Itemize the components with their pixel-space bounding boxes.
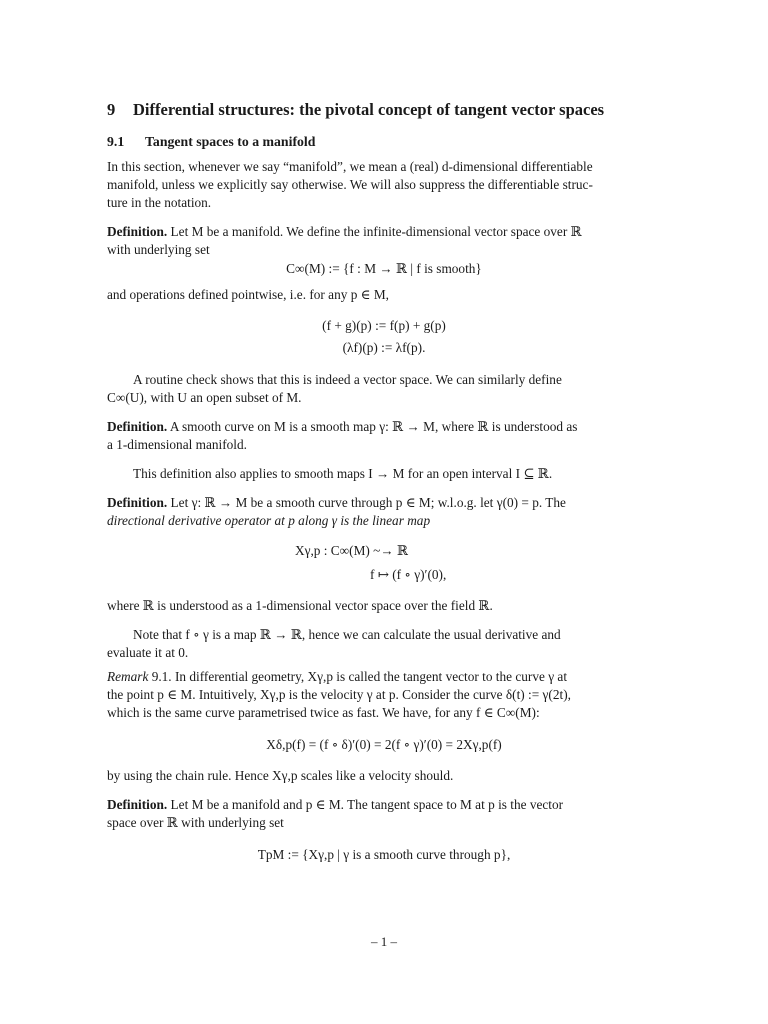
note-line-1: Note that f ∘ γ is a map ℝ → ℝ, hence we can calculate the usual derivative and bbox=[133, 627, 561, 642]
remark-label: Remark bbox=[107, 669, 149, 684]
intro-line-3: ture in the notation. bbox=[107, 195, 212, 210]
routine-line-2: C∞(U), with U an open subset of M. bbox=[107, 390, 302, 405]
def2-line-2: a 1-dimensional manifold. bbox=[107, 437, 247, 452]
page-number: – 1 – bbox=[371, 934, 397, 949]
routine-line-1: A routine check shows that this is indeed a vector space. We can similarly define bbox=[133, 372, 562, 387]
def3-after: where ℝ is understood as a 1-dimensional vector space over the field ℝ. bbox=[107, 598, 493, 613]
def4-line-1 bbox=[107, 796, 563, 814]
def1-text-1: Let M be a manifold. We define the infinite-dimensional vector space over ℝ bbox=[170, 224, 582, 239]
def3-map-line-1: Xγ,p : C∞(M) ~→ ℝ bbox=[295, 543, 409, 558]
remark-line-2: the point p ∈ M. Intuitively, Xγ,p is the velocity γ at p. Consider the curve δ(t) := γ(2t), bbox=[107, 687, 571, 702]
def4-formula: TpM := {Xγ,p | γ is a smooth curve through p}, bbox=[257, 847, 511, 862]
def1-label: Definition. bbox=[107, 224, 168, 239]
section-heading bbox=[107, 100, 604, 120]
remark-number: 9.1. bbox=[151, 669, 172, 684]
section-number: 9 bbox=[107, 100, 116, 119]
subsection-title: Tangent spaces to a manifold bbox=[145, 134, 316, 149]
def3-map-line-2: f ↦ (f ∘ γ)′(0), bbox=[370, 567, 447, 582]
def4-line-2: space over ℝ with underlying set bbox=[107, 815, 284, 830]
def2-text-1: A smooth curve on M is a smooth map γ: ℝ → M, where ℝ is understood as bbox=[169, 419, 578, 434]
def1-op-sum: (f + g)(p) := f(p) + g(p) bbox=[322, 318, 446, 333]
note-line-2: evaluate it at 0. bbox=[107, 645, 189, 660]
def2-note: This definition also applies to smooth maps I → M for an open interval I ⊆ ℝ. bbox=[133, 466, 553, 481]
def1-op-scalar: (λf)(p) := λf(p). bbox=[342, 340, 426, 355]
remark-after: by using the chain rule. Hence Xγ,p scales like a velocity should. bbox=[107, 768, 454, 783]
subsection-heading bbox=[107, 134, 315, 150]
section-title: Differential structures: the pivotal concept of tangent vector spaces bbox=[133, 100, 605, 119]
remark-line-1 bbox=[107, 668, 567, 686]
def3-text-1: Let γ: ℝ → M be a smooth curve through p ∈ M; w.l.o.g. let γ(0) = p. The bbox=[170, 495, 566, 510]
def4-label: Definition. bbox=[107, 797, 168, 812]
def1-line-2: with underlying set bbox=[107, 242, 210, 257]
def3-label: Definition. bbox=[107, 495, 168, 510]
subsection-number: 9.1 bbox=[107, 134, 125, 149]
def1-line-3: and operations defined pointwise, i.e. for any p ∈ M, bbox=[107, 287, 389, 302]
def3-line-2: directional derivative operator at p along γ is the linear map bbox=[107, 513, 431, 528]
def2-line-1 bbox=[107, 418, 577, 436]
intro-line-2: manifold, unless we explicitly say otherwise. We will also suppress the differentiable struc- bbox=[107, 177, 593, 192]
def4-text-1: Let M be a manifold and p ∈ M. The tangent space to M at p is the vector bbox=[170, 797, 564, 812]
remark-line-3: which is the same curve parametrised twice as fast. We have, for any f ∈ C∞(M): bbox=[107, 705, 540, 720]
def1-line-1 bbox=[107, 223, 582, 241]
remark-text-1: In differential geometry, Xγ,p is called the tangent vector to the curve γ at bbox=[174, 669, 568, 684]
remark-formula: Xδ,p(f) = (f ∘ δ)′(0) = 2(f ∘ γ)′(0) = 2Xγ,p(f) bbox=[266, 737, 502, 752]
intro-line-1: In this section, whenever we say “manifold”, we mean a (real) d-dimensional differentiable bbox=[107, 159, 593, 174]
def2-label: Definition. bbox=[107, 419, 168, 434]
def1-formula: C∞(M) := {f : M → ℝ | f is smooth} bbox=[286, 261, 482, 276]
def3-line-1 bbox=[107, 494, 566, 512]
